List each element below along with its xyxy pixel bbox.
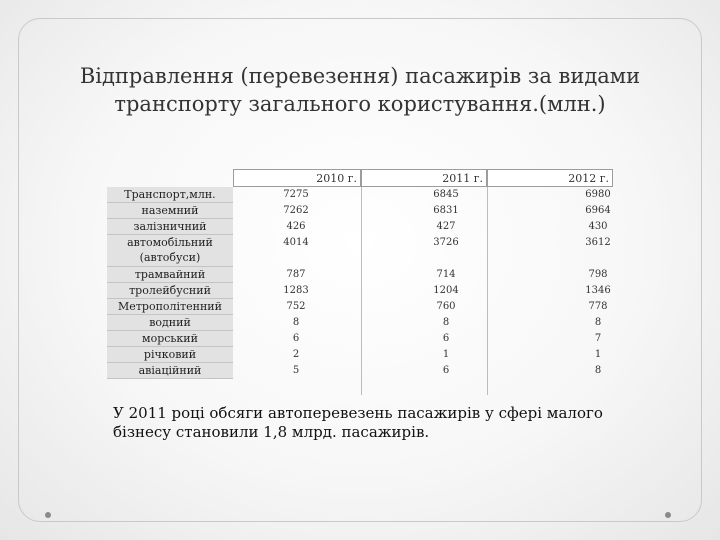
row-label: морський: [107, 331, 233, 347]
row-label: річковий: [107, 347, 233, 363]
slide-title: [40, 62, 680, 118]
note-line-2: бізнесу становили 1,8 млрд. пасажирів.: [113, 423, 430, 441]
cell-2012: 1: [594, 349, 602, 360]
table-row: [107, 299, 613, 315]
summary-note: [113, 404, 673, 442]
cell-2012: 7: [594, 333, 602, 344]
header-year-2011: 2011 г.: [361, 169, 487, 187]
row-label: наземний: [107, 203, 233, 219]
table-body: [107, 187, 613, 379]
row-label: тролейбусний: [107, 283, 233, 299]
table-row: [107, 347, 613, 363]
row-label: водний: [107, 315, 233, 331]
cell-2011: 6845: [433, 189, 459, 200]
cell-2012: 8: [594, 317, 602, 328]
title-line-2: транспорту загального користування.(млн.): [114, 92, 606, 116]
table-header-row: [107, 169, 613, 187]
cell-2010: 6: [292, 333, 300, 344]
cell-2012: 6964: [585, 205, 611, 216]
cell-2011: 1: [442, 349, 450, 360]
cell-2010: 4014: [283, 237, 309, 248]
cell-2011: 6831: [433, 205, 459, 216]
cell-2011: 6: [442, 365, 450, 376]
corner-dot-icon: [45, 512, 51, 518]
row-label: автомобільний (автобуси): [107, 235, 233, 267]
cell-2010: 8: [292, 317, 300, 328]
table-row: [107, 219, 613, 235]
cell-2011: 3726: [433, 237, 459, 248]
header-blank-cell: [107, 169, 233, 187]
table-row: [107, 203, 613, 219]
row-label: залізничний: [107, 219, 233, 235]
column-divider: [487, 187, 488, 395]
cell-2010: 7275: [283, 189, 309, 200]
row-label: Транспорт,млн.: [107, 187, 233, 203]
cell-2011: 760: [436, 301, 456, 312]
table-row: [107, 315, 613, 331]
cell-2010: 787: [286, 269, 306, 280]
cell-2011: 8: [442, 317, 450, 328]
table-row: [107, 267, 613, 283]
corner-dot-icon: [665, 512, 671, 518]
header-year-2010: 2010 г.: [233, 169, 361, 187]
cell-2012: 1346: [585, 285, 611, 296]
table-row: [107, 331, 613, 347]
cell-2012: 430: [588, 221, 608, 232]
cell-2010: 426: [286, 221, 306, 232]
row-label: Метрополітенний: [107, 299, 233, 315]
row-label: авіаційний: [107, 363, 233, 379]
cell-2012: 3612: [585, 237, 611, 248]
table-row: [107, 235, 613, 267]
cell-2010: 1283: [283, 285, 309, 296]
cell-2012: 798: [588, 269, 608, 280]
cell-2011: 1204: [433, 285, 459, 296]
cell-2012: 8: [594, 365, 602, 376]
cell-2011: 6: [442, 333, 450, 344]
row-label: трамвайний: [107, 267, 233, 283]
column-divider: [361, 187, 362, 395]
cell-2011: 714: [436, 269, 456, 280]
table-row: [107, 187, 613, 203]
cell-2012: 6980: [585, 189, 611, 200]
cell-2010: 752: [286, 301, 306, 312]
cell-2010: 5: [292, 365, 300, 376]
title-line-1: Відправлення (перевезення) пасажирів за видами: [79, 64, 641, 88]
cell-2011: 427: [436, 221, 456, 232]
cell-2010: 7262: [283, 205, 309, 216]
cell-2012: 778: [588, 301, 608, 312]
cell-2010: 2: [292, 349, 300, 360]
table-row: [107, 283, 613, 299]
transport-table: [107, 169, 613, 379]
note-line-1: У 2011 році обсяги автоперевезень пасажирів у сфері малого: [113, 404, 603, 422]
table-row: [107, 363, 613, 379]
header-year-2012: 2012 г.: [487, 169, 613, 187]
